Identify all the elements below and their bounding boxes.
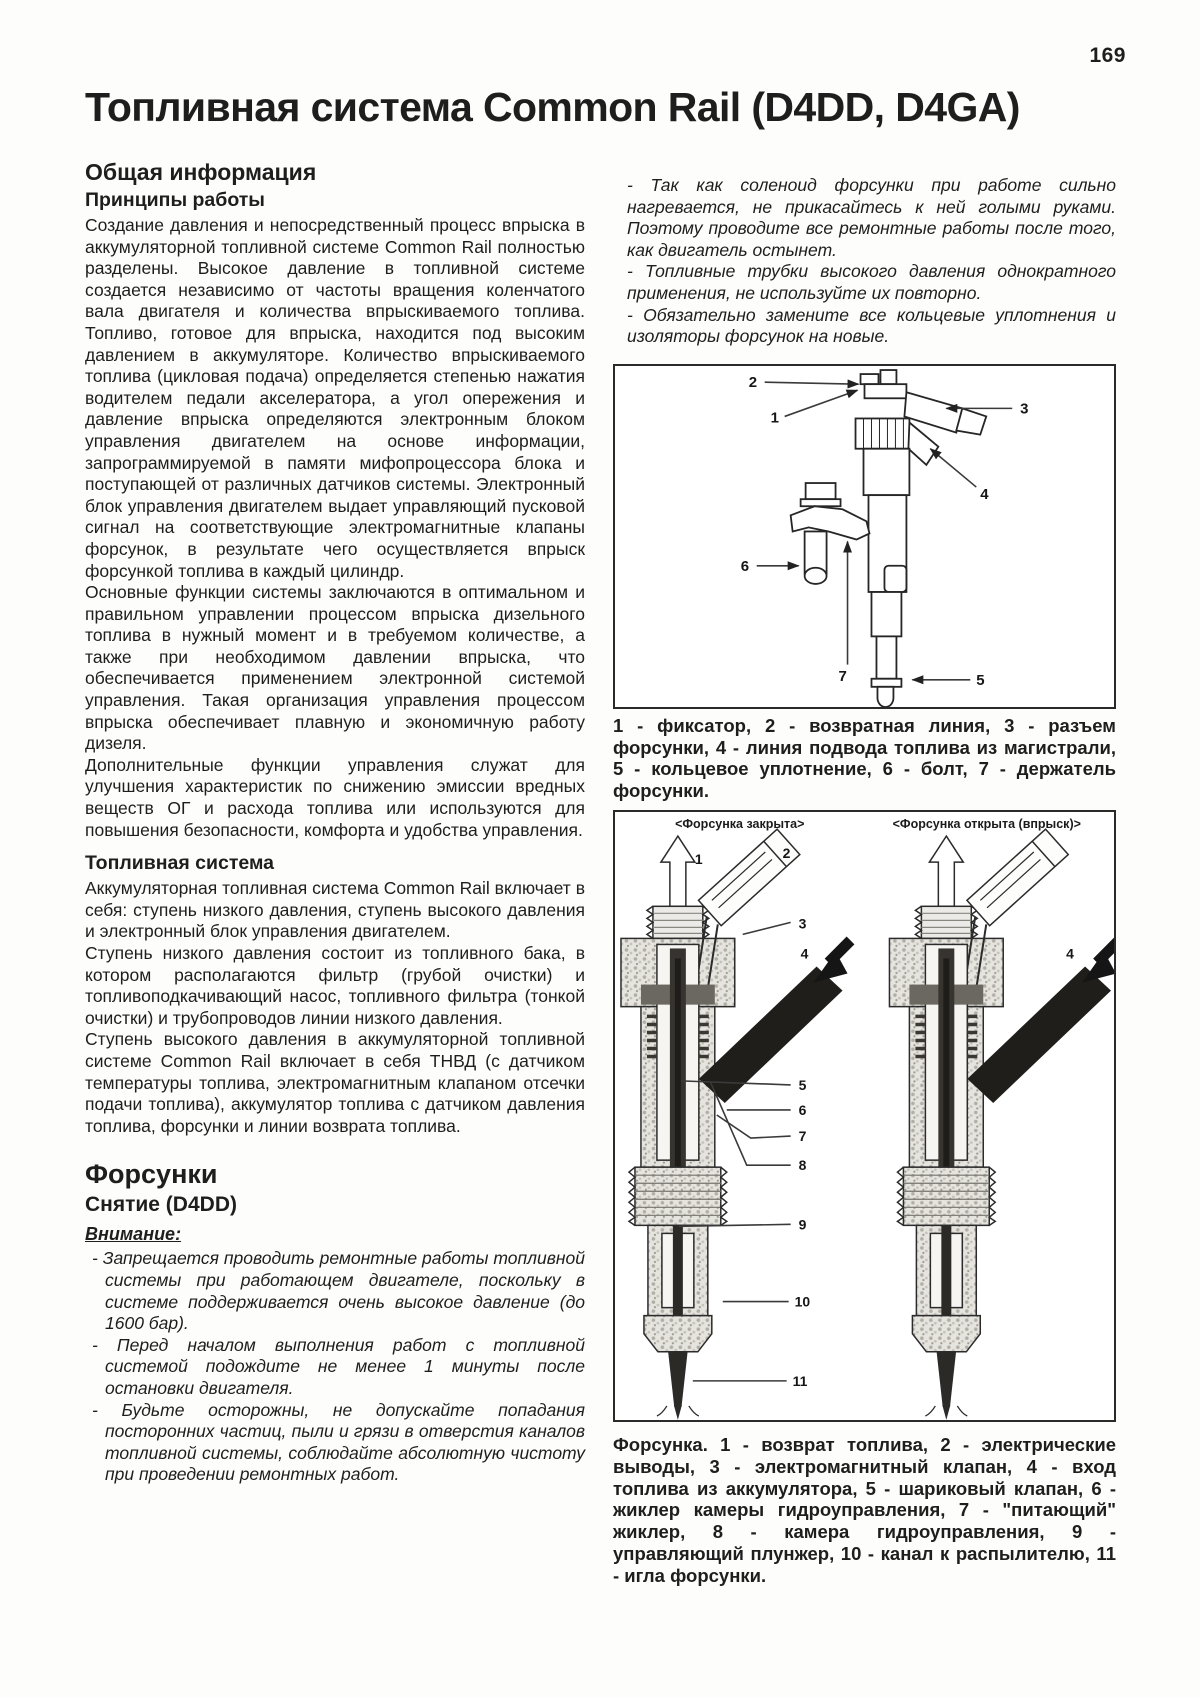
figure1-callout-3: 3 (1020, 400, 1029, 418)
right-column (613, 159, 1116, 1587)
injector-holder-drawing (791, 483, 870, 584)
figure2-callout-11: 11 (792, 1372, 808, 1389)
figure2-state-open-label: <Форсунка открыта (впрыск)> (892, 816, 1081, 831)
paragraph-principles-3: Дополнительные функции управления служат для улучшения характеристик по снижению эмиссии вредных веществ ОГ и расхода топлива или используются для повышения безопасности, комфорта и удобства управления. (85, 754, 585, 840)
figure2-callout-3: 3 (798, 915, 807, 932)
figure1-callout-2: 2 (748, 373, 758, 391)
paragraph-principles-2: Основные функции системы заключаются в оптимальном и правильном управлении процессом впрыска дизельного топлива в нужный момент и в требуемом количестве, а также при необходимом давлении впрыска, что обеспечивается применением электронной системой управления. Такая организация управления процессом впрыска обеспечивает плавную и экономичную работу дизеля. (85, 582, 585, 754)
figure2-callout-4: 4 (800, 945, 809, 962)
figure-injector-cross-section (613, 810, 1116, 1422)
figure2-state-closed-label: <Форсунка закрыта> (675, 816, 805, 831)
paragraph-fuel-system-1: Аккумуляторная топливная система Common Rail включает в себя: ступень низкого давления, ступень высокого давления и электронный блок управления двигателем. (85, 878, 585, 942)
warning-item-1: - Так как соленоид форсунки при работе сильно нагревается, не прикасайтесь к ней голыми руками. Поэтому проводите все ремонтные работы после того, как двигатель остынет. (627, 175, 1116, 260)
injector-body-drawing (856, 370, 987, 707)
attention-label: Внимание: (85, 1224, 182, 1245)
content-columns (85, 159, 1128, 1587)
heading-removal-d4dd: Снятие (D4DD) (85, 1193, 237, 1217)
left-column (85, 159, 585, 1486)
figure1-callout-7: 7 (838, 667, 847, 685)
figure1-callout-1: 1 (770, 409, 780, 427)
paragraph-fuel-system-2: Ступень низкого давления состоит из топливного бака, в котором располагаются фильтр (грубой очистки) и топливоподкачивающий насос, топливного фильтра (тонкой очистки) и трубопроводов линии низкого давления. (85, 943, 585, 1028)
warning-item-3: - Обязательно замените все кольцевые уплотнения и изоляторы форсунок на новые. (627, 304, 1116, 347)
attention-item-1: - Запрещается проводить ремонтные работы топливной системы при работающем двигателе, поскольку в системе поддерживается очень высокое давление (до 1600 бар). (92, 1248, 585, 1334)
figure2-callout-10: 10 (794, 1293, 811, 1310)
figure2-callout-6: 6 (798, 1101, 807, 1118)
heading-principles: Принципы работы (85, 189, 265, 211)
figure1-caption: 1 - фиксатор, 2 - возвратная линия, 3 - разъем форсунки, 4 - линия подвода топлива из магистрали, 5 - кольцевое уплотнение, 6 - болт, 7 - держатель форсунки. (613, 714, 1116, 802)
injector-warnings (613, 175, 1116, 348)
figure2-callout-9: 9 (798, 1216, 807, 1233)
attention-item-2: - Перед началом выполнения работ с топливной системой подождите не менее 1 минуты после остановки двигателя. (92, 1334, 585, 1398)
attention-item-3: - Будьте осторожны, не допускайте попадания посторонних частиц, пыли и грязи в отверстия каналов топливной системы, соблюдайте абсолютную чистоту при проведении ремонтных работ. (92, 1399, 585, 1485)
warning-item-2: - Топливные трубки высокого давления однократного применения, не используйте их повторно. (627, 261, 1116, 303)
figure1-callout-4: 4 (980, 485, 989, 503)
figure1-callout-6: 6 (740, 557, 750, 575)
injector-removal-drawing (615, 366, 1114, 707)
figure-injector-removal (613, 364, 1116, 709)
figure2-callout-5: 5 (798, 1076, 807, 1093)
figure2-callout-4-right: 4 (1066, 945, 1074, 962)
paragraph-fuel-system-3: Ступень высокого давления в аккумуляторной топливной системе Common Rail включает в себя ТНВД (с датчиком температуры топлива, электромагнитным клапаном отсечки подачи топлива), аккумулятор топлива с датчиком давления топлива, форсунки и линии возврата топлива. (85, 1029, 585, 1136)
page-number: 169 (1089, 44, 1126, 67)
figure2-callout-1: 1 (694, 851, 703, 868)
figure1-callout-5: 5 (976, 671, 985, 689)
heading-injectors: Форсунки (85, 1159, 218, 1190)
injector-cross-section-drawing (615, 812, 1114, 1420)
heading-general-info: Общая информация (85, 159, 317, 185)
figure2-callout-2: 2 (782, 845, 791, 862)
injector-open-drawing (889, 829, 1114, 1417)
figure2-caption: Форсунка. 1 - возврат топлива, 2 - электрические выводы, 3 - электромагнитный клапан, 4 - вход топлива из аккумулятора, 5 - шариковый клапан, 6 - жиклер камеры гидроуправления, 7 - "питающий" жиклер, 8 - камера гидроуправления, 9 - управляющий плунжер, 10 - канал к распылителю, 11 - игла форсунки. (613, 1433, 1116, 1586)
paragraph-principles-1: Создание давления и непосредственный процесс впрыска в аккумуляторной топливной системе Common Rail полностью разделены. Высокое давление в топливной системе создается независимо от частоты вращения коленчатого вала двигателя и количества впрыскиваемого топлива. Топливо, готовое для впрыска, находится под высоким давлением в аккумуляторе. Количество впрыскиваемого топлива (цикловая подача) определяется степенью нажатия водителем педали акселератора, а угол опережения и давление впрыска определяются электронным блоком управления двигателем на основе информации, запрограммируемой в памяти мифопроцессора блока и поступающей от различных датчиков системы. Электронный блок управления двигателем выдает управляющий пусковой сигнал на соответствующие электромагнитные клапаны форсунок, в результате чего осуществляется впрыск форсункой топлива в каждый цилиндр. (85, 215, 585, 581)
figure2-callout-7: 7 (798, 1127, 807, 1145)
heading-fuel-system: Топливная система (85, 852, 274, 875)
page-title: Топливная система Common Rail (D4DD, D4GA) (85, 84, 1020, 130)
figure2-callout-8: 8 (798, 1157, 807, 1174)
injector-closed-drawing (621, 829, 851, 1417)
